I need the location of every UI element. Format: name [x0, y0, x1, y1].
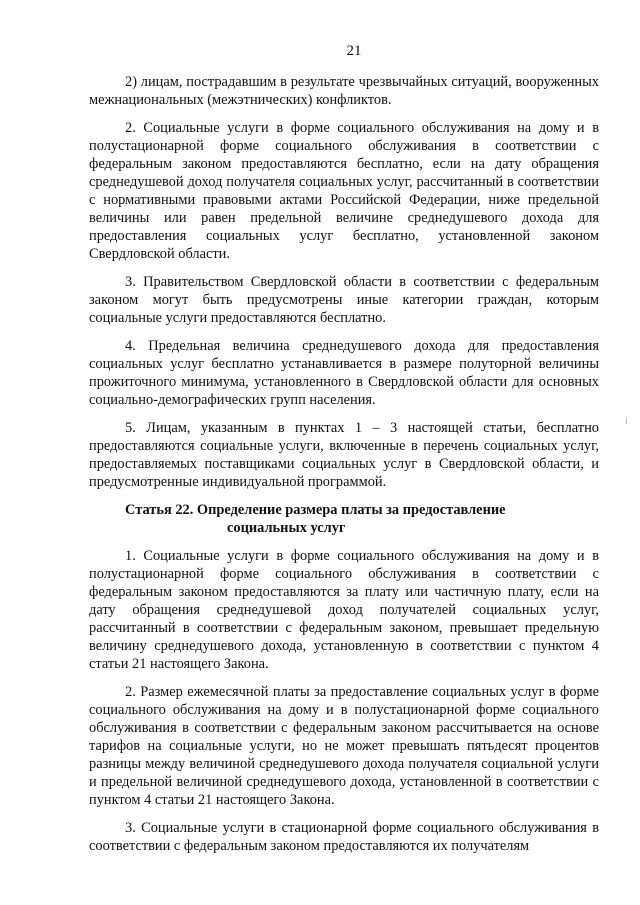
paragraph-art22-p3: 3. Социальные услуги в стационарной форме социального обслуживания в соответствии с федеральным законом предоставляются их получателям — [89, 820, 599, 854]
article-22-heading — [89, 501, 599, 537]
article-heading-line2: социальных услуг — [227, 520, 346, 536]
paragraph-art21-p5: 5. Лицам, указанным в пунктах 1 – 3 настоящей статьи, бесплатно предоставляются социальные услуги, включенные в перечень социальных услуг, предоставляемых поставщиками социальных услуг в Свердловской области, и предусмотренные индивидуальной программой. — [89, 420, 599, 490]
page-number: 21 — [346, 43, 362, 59]
paragraph-art22-p2: 2. Размер ежемесячной платы за предоставление социальных услуг в форме социального обслуживания на дому и в полустационарной форме социального обслуживания в соответствии с федеральным законом рассчитывается на основе тарифов на социальные услуги, но не может превышать пятьдесят процентов разницы между величиной среднедушевого дохода получателя социальной услуги и предельной величиной среднедушевого дохода, установленной в соответствии с пунктом 4 статьи 21 настоящего Закона. — [89, 684, 599, 808]
article-heading-line1: Статья 22. Определение размера платы за предоставление — [125, 502, 506, 518]
paragraph-art21-p4: 4. Предельная величина среднедушевого дохода для предоставления социальных услуг бесплатно устанавливается в размере полуторной величины прожиточного минимума, установленного в Свердловской области для основных социально-демографических групп населения. — [89, 338, 599, 408]
paragraph-art22-p1: 1. Социальные услуги в форме социального обслуживания на дому и в полустационарной форме социального обслуживания в соответствии с федеральным законом предоставляются за плату или частичную плату, если на дату обращения среднедушевой доход получателей социальных услуг, рассчитанный в соответствии с федеральным законом, превышает предельную величину среднедушевого дохода, установленную в соответствии с пунктом 4 статьи 21 настоящего Закона. — [89, 548, 599, 672]
paragraph-art21-p2: 2. Социальные услуги в форме социального обслуживания на дому и в полустационарной форме социального обслуживания в соответствии с федеральным законом предоставляются бесплатно, если на дату обращения среднедушевой доход получателя социальных услуг, рассчитанный в соответствии с нормативными правовыми актами Российской Федерации, ниже предельной величины или равен предельной величине среднедушевого дохода для предоставления социальных услуг бесплатно, установленной законом Свердловской области. — [89, 120, 599, 262]
scan-margin-mark — [626, 418, 627, 424]
paragraph-art21-p3: 3. Правительством Свердловской области в соответствии с федеральным законом могут быть предусмотрены иные категории граждан, которым социальные услуги предоставляются бесплатно. — [89, 274, 599, 326]
paragraph-2-item-2: 2) лицам, пострадавшим в результате чрезвычайных ситуаций, вооруженных межнациональных (межэтнических) конфликтов. — [89, 74, 599, 108]
